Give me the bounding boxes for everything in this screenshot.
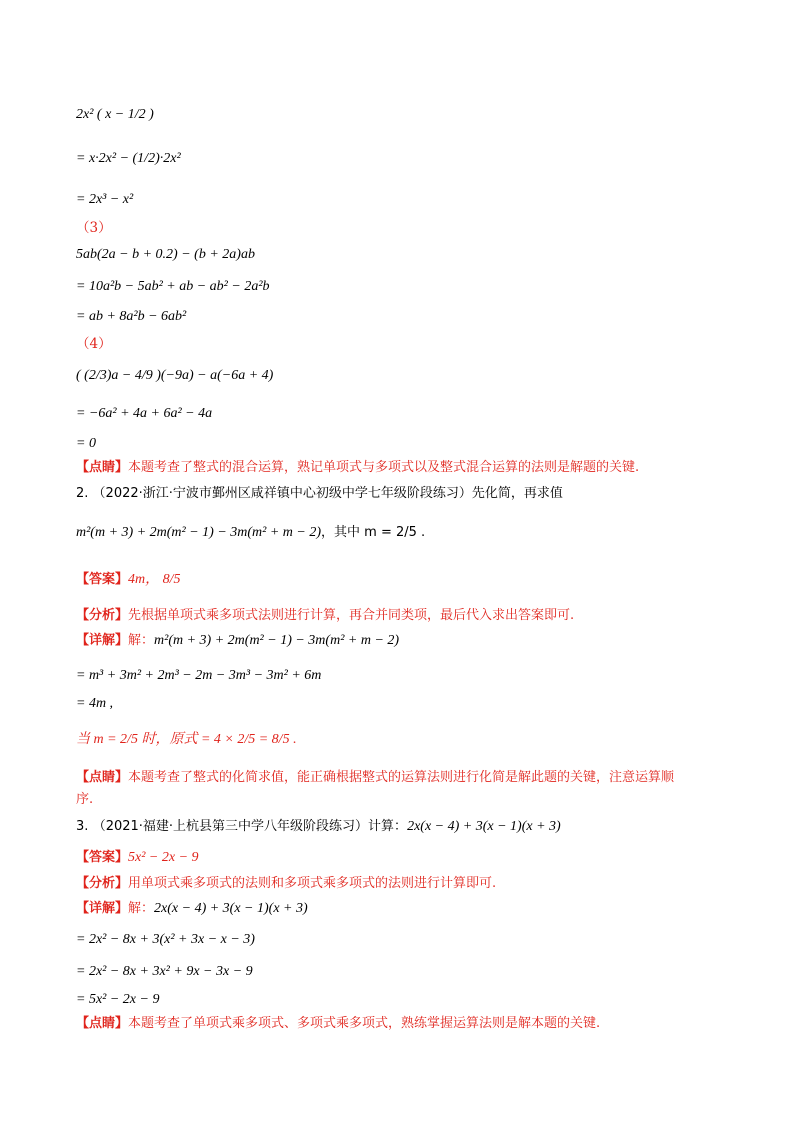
answer-tag: 【答案】 [76, 572, 129, 587]
comment-text: 本题考查了整式的化简求值，能正确根据整式的运算法则进行化简是解此题的关键，注意运算顺 [128, 770, 675, 785]
detail-expression: m²(m + 3) + 2m(m² − 1) − 3m(m² + m − 2) [154, 633, 400, 648]
detail-tag: 【详解】 [76, 633, 129, 648]
comment-tag: 【点睛】 [76, 1016, 129, 1031]
q1-part4-line1: ( (2/3)a − 4/9 )(−9a) − a(−6a + 4) [76, 368, 274, 383]
comment-text: 本题考查了整式的混合运算，熟记单项式与多项式以及整式混合运算的法则是解题的关键. [128, 460, 640, 475]
q2-comment-line1 [76, 768, 674, 788]
q2-analysis [76, 606, 574, 626]
detail-tag: 【详解】 [76, 901, 129, 916]
analysis-tag: 【分析】 [76, 608, 129, 623]
question-source: （2021·福建·上杭县第三中学八年级阶段练习）计算： [92, 819, 408, 834]
answer-value: 4m， 8/5 [128, 572, 181, 587]
q3-header [76, 816, 561, 837]
q2-header [76, 484, 563, 504]
q3-detail-line4: = 5x² − 2x − 9 [76, 992, 160, 1007]
answer-value: 5x² − 2x − 9 [128, 850, 199, 865]
q1-part2-line3: = 2x³ − x² [76, 192, 134, 207]
q3-analysis [76, 874, 496, 894]
q3-detail-line1 [76, 898, 308, 919]
analysis-text: 先根据单项式乘多项式法则进行计算，再合并同类项，最后代入求出答案即可. [128, 608, 575, 623]
question-number: 3. [76, 819, 89, 834]
q3-detail-line2: = 2x² − 8x + 3(x² + 3x − x − 3) [76, 932, 255, 947]
q2-expression-line [76, 522, 425, 543]
q3-expression: 2x(x − 4) + 3(x − 1)(x + 3) [407, 819, 561, 834]
q2-answer [76, 570, 181, 590]
q1-part4-label: （4） [76, 336, 112, 352]
q1-part3-line3: = ab + 8a²b − 6ab² [76, 309, 187, 324]
detail-expression: 2x(x − 4) + 3(x − 1)(x + 3) [154, 901, 308, 916]
q1-part4-line3: = 0 [76, 436, 96, 451]
q1-part3-label: （3） [76, 220, 112, 236]
q2-detail-line3: = 4m , [76, 696, 114, 711]
analysis-text: 用单项式乘多项式的法则和多项式乘多项式的法则进行计算即可. [128, 876, 497, 891]
q3-answer [76, 848, 199, 868]
q2-condition: ，其中 m = 2/5 . [321, 525, 426, 540]
comment-tag: 【点睛】 [76, 770, 129, 785]
q3-detail-line3: = 2x² − 8x + 3x² + 9x − 3x − 9 [76, 964, 253, 979]
q1-part4-line2: = −6a² + 4a + 6a² − 4a [76, 406, 213, 421]
q2-expression: m²(m + 3) + 2m(m² − 1) − 3m(m² + m − 2) [76, 525, 322, 540]
q2-detail-line1 [76, 630, 399, 651]
q1-part2-line1: 2x² ( x − 1/2 ) [76, 107, 154, 122]
question-source: （2022·浙江·宁波市鄞州区咸祥镇中心初级中学七年级阶段练习）先化简，再求值 [92, 486, 563, 501]
question-number: 2. [76, 486, 89, 501]
detail-intro: 解： [128, 901, 155, 916]
q1-comment [76, 458, 639, 478]
comment-text: 本题考查了单项式乘多项式、多项式乘多项式，熟练掌握运算法则是解本题的关键. [128, 1016, 601, 1031]
q3-comment [76, 1014, 600, 1034]
q2-comment-line2: 序. [76, 792, 94, 807]
q2-detail-line4: 当 m = 2/5 时，原式 = 4 × 2/5 = 8/5 . [76, 732, 297, 747]
answer-tag: 【答案】 [76, 850, 129, 865]
comment-tag: 【点睛】 [76, 460, 129, 475]
q1-part3-line2: = 10a²b − 5ab² + ab − ab² − 2a²b [76, 279, 270, 294]
q2-detail-line2: = m³ + 3m² + 2m³ − 2m − 3m³ − 3m² + 6m [76, 668, 322, 683]
q1-part2-line2: = x·2x² − (1/2)·2x² [76, 151, 181, 166]
analysis-tag: 【分析】 [76, 876, 129, 891]
q1-part3-line1: 5ab(2a − b + 0.2) − (b + 2a)ab [76, 247, 255, 262]
detail-intro: 解： [128, 633, 155, 648]
